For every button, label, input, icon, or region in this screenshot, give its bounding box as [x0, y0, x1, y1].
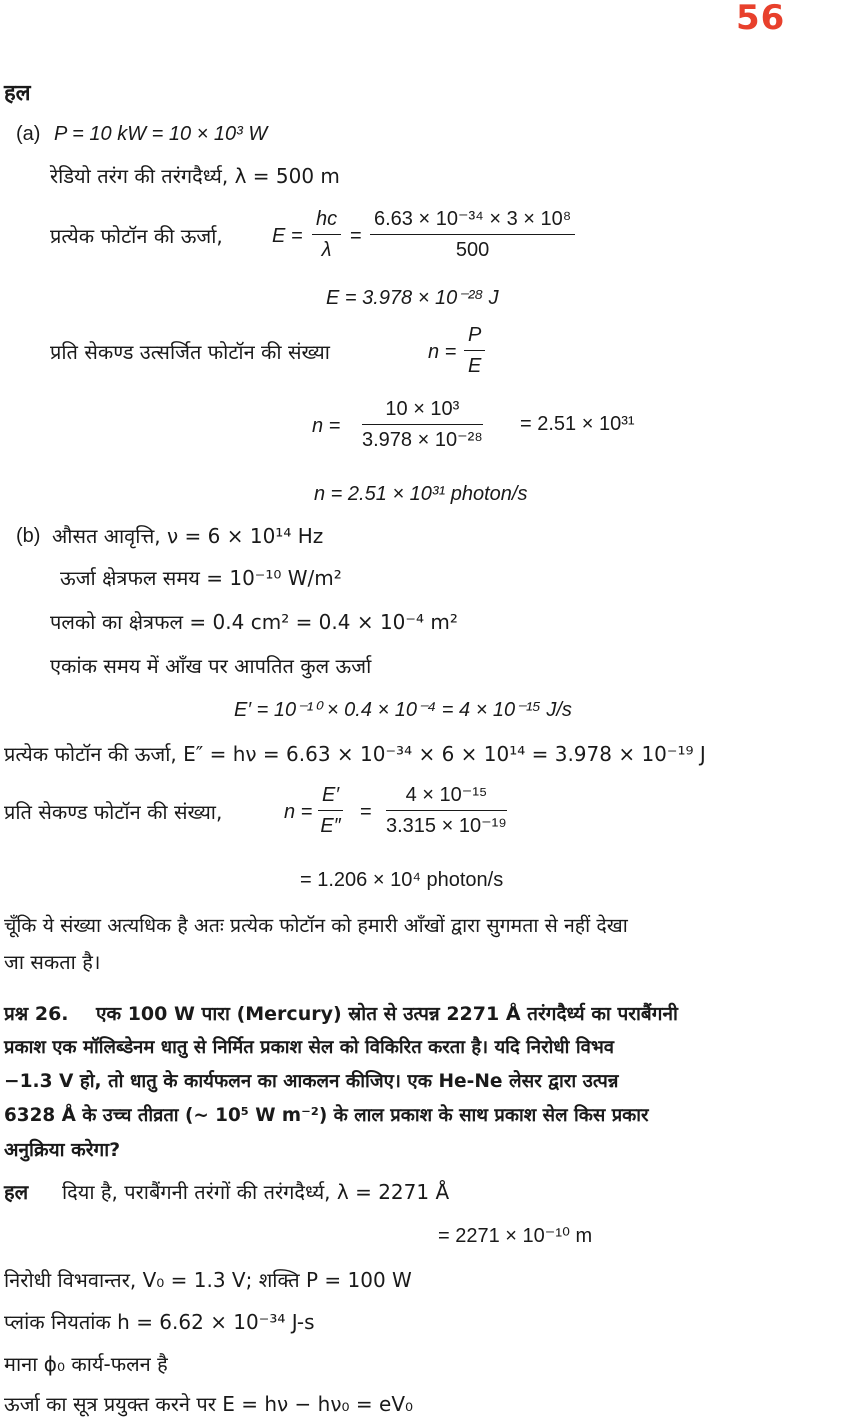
solution-heading: हल: [4, 81, 31, 106]
photon-count-label: प्रति सेकण्ड उत्सर्जित फोटॉन की संख्या: [50, 340, 330, 364]
frac-den: λ: [321, 239, 332, 261]
frac-den: 3.315 × 10⁻¹⁹: [386, 815, 507, 837]
n-result: n = 2.51 × 10³¹ photon/s: [314, 483, 528, 505]
eprime-equation: E′ = 10⁻¹⁰ × 0.4 × 10⁻⁴ = 4 × 10⁻¹⁵ J/s: [234, 699, 572, 721]
count-fraction-symbolic: [318, 782, 343, 839]
planck-constant-line: प्लांक नियतांक h = 6.62 × 10⁻³⁴ J-s: [4, 1310, 315, 1334]
conclusion-line-1: चूँकि ये संख्या अत्यधिक है अतः प्रत्येक फोटॉन को हमारी आँखों द्वारा सुगमता से नहीं देखा: [4, 914, 628, 937]
n-calc-lhs: n =: [312, 415, 341, 437]
count-fraction-numeric: [386, 782, 507, 839]
n-calc-rhs: = 2.51 × 10³¹: [520, 413, 635, 435]
frac-num: hc: [312, 206, 341, 235]
part-b-label: (b): [16, 525, 41, 547]
frac-num: 4 × 10⁻¹⁵: [386, 782, 507, 811]
work-function-line: माना ϕ₀ कार्य-फलन है: [4, 1352, 168, 1376]
frac-den: E: [468, 355, 482, 377]
question-26-line-5: अनुक्रिया करेगा?: [4, 1139, 121, 1161]
frac-den: 500: [455, 239, 490, 261]
question-26-line-2: प्रकाश एक मॉलिब्डेनम धातु से निर्मित प्रकाश सेल को विकिरित करता है। यदि निरोधी विभव: [4, 1037, 614, 1058]
part-a-label: (a): [16, 123, 41, 145]
frac-num: 6.63 × 10⁻³⁴ × 3 × 10⁸: [370, 206, 575, 235]
conclusion-line-2: जा सकता है।: [4, 950, 101, 974]
given-wavelength-line: दिया है, पराबैंगनी तरंगों की तरंगदैर्ध्य, λ = 2271 Å: [62, 1180, 450, 1204]
count-lhs: n =: [284, 801, 313, 823]
n-fraction: [464, 322, 485, 379]
n-lhs: n =: [428, 341, 457, 363]
frequency-line: औसत आवृत्ति, ν = 6 × 10¹⁴ Hz: [52, 524, 324, 548]
n-calc-fraction: [362, 396, 483, 453]
count-result: = 1.206 × 10⁴ photon/s: [300, 869, 504, 891]
count-label: प्रति सेकण्ड फोटॉन की संख्या,: [4, 800, 223, 824]
wavelength-metres: = 2271 × 10⁻¹⁰ m: [438, 1225, 593, 1247]
frac-num: 10 × 10³: [362, 396, 483, 425]
frac-den: 3.978 × 10⁻²⁸: [362, 429, 483, 451]
frac-num: P: [464, 322, 485, 351]
question-26-line-4: 6328 Å के उच्च तीव्रता (~ 10⁵ W m⁻²) के लाल प्रकाश के साथ प्रकाश सेल किस प्रकार: [4, 1105, 649, 1126]
flux-line: ऊर्जा क्षेत्रफल समय = 10⁻¹⁰ W/m²: [60, 566, 342, 590]
energy-result: E = 3.978 × 10⁻²⁸ J: [326, 287, 499, 309]
eyelid-area-line: पलको का क्षेत्रफल = 0.4 cm² = 0.4 × 10⁻⁴ m²: [50, 610, 458, 634]
question-26-line-3: −1.3 V हो, तो धातु के कार्यफलन का आकलन कीजिए। एक He-Ne लेसर द्वारा उत्पन्न: [4, 1071, 619, 1092]
solution-26-label: हल: [4, 1180, 29, 1204]
frac-num: E′: [318, 782, 343, 811]
energy-fraction-symbolic: [312, 206, 341, 263]
energy-fraction-numeric: [370, 206, 575, 263]
question-26-label: प्रश्न 26.: [4, 1003, 69, 1025]
energy-label: प्रत्येक फोटॉन की ऊर्जा,: [50, 224, 223, 248]
page-number: 56: [736, 0, 786, 38]
wavelength-line: रेडियो तरंग की तरंगदैर्ध्य, λ = 500 m: [50, 164, 340, 188]
question-26-line-1: एक 100 W पारा (Mercury) स्रोत से उत्पन्न 2271 Å तरंगदैर्ध्य का पराबैंगनी: [96, 1003, 678, 1025]
equals-sign: =: [350, 225, 362, 247]
stopping-potential-line: निरोधी विभवान्तर, V₀ = 1.3 V; शक्ति P = 100 W: [4, 1268, 412, 1292]
photon-energy-line: प्रत्येक फोटॉन की ऊर्जा, E″ = hν = 6.63 × 10⁻³⁴ × 6 × 10¹⁴ = 3.978 × 10⁻¹⁹ J: [4, 742, 706, 766]
count-equals: =: [360, 801, 372, 823]
energy-formula-line: ऊर्जा का सूत्र प्रयुक्त करने पर E = hν − hν₀ = eV₀: [4, 1392, 414, 1416]
frac-den: E″: [320, 815, 341, 837]
power-equation: P = 10 kW = 10 × 10³ W: [54, 123, 268, 145]
energy-lhs: E =: [272, 225, 303, 247]
total-energy-label: एकांक समय में आँख पर आपतित कुल ऊर्जा: [50, 654, 372, 678]
